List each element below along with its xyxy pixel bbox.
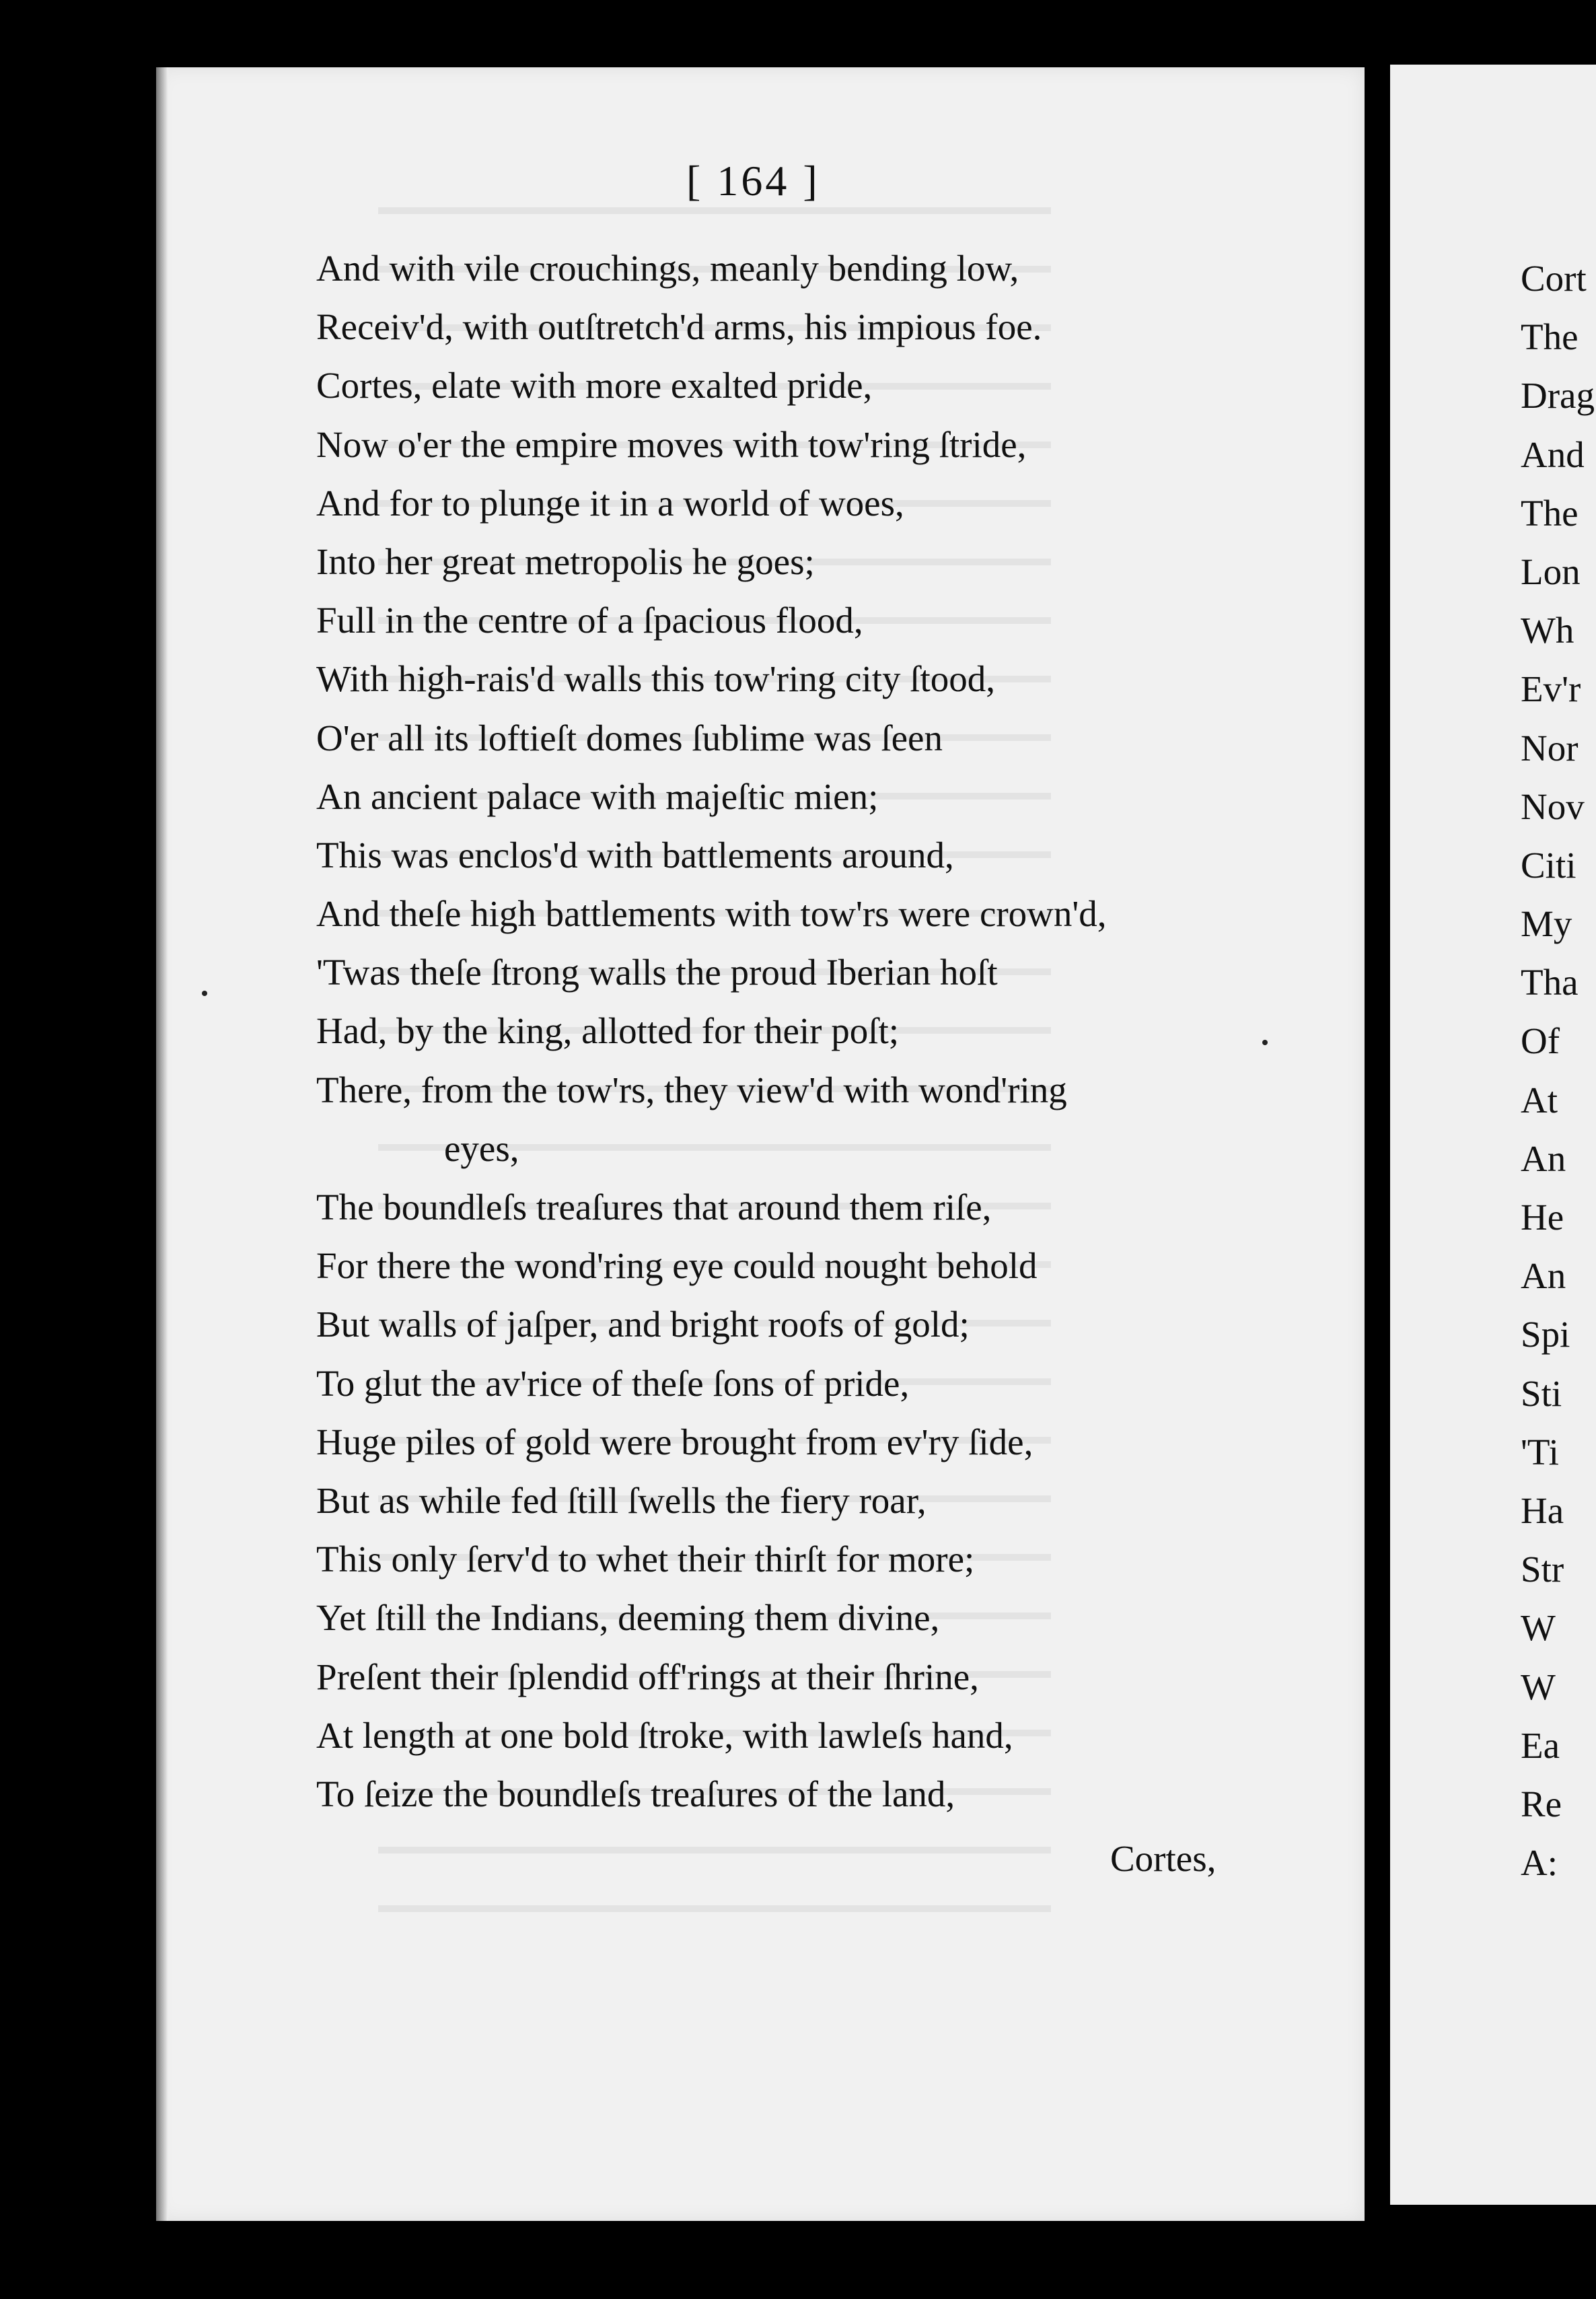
right-page-line: Spi — [1521, 1314, 1570, 1355]
verse-line: Now o'er the empire moves with tow'ring ſtride, — [316, 423, 1027, 465]
right-page-line: Ea — [1521, 1724, 1560, 1766]
right-page-line: Citi — [1521, 844, 1576, 886]
verse-line: For there the wond'ring eye could nought behold — [316, 1245, 1038, 1287]
right-page-line: An — [1521, 1255, 1566, 1297]
right-page-line: My — [1521, 903, 1572, 945]
right-page-line: He — [1521, 1197, 1564, 1238]
verse-line: But walls of jaſper, and bright roofs of gold; — [316, 1304, 970, 1345]
verse-line: Receiv'd, with outſtretch'd arms, his impious foe. — [316, 306, 1042, 348]
verse-line-continuation: eyes, — [444, 1127, 519, 1169]
right-page-line: Re — [1521, 1783, 1562, 1825]
catchword: Cortes, — [1110, 1838, 1217, 1879]
right-page-line: Str — [1521, 1549, 1564, 1590]
right-page-line: Tha — [1521, 962, 1579, 1003]
verse-line: Into her great metropolis he goes; — [316, 540, 815, 582]
verse-line: There, from the tow'rs, they view'd with wond'ring — [316, 1069, 1067, 1110]
verse-line: Cortes, elate with more exalted pride, — [316, 365, 873, 406]
verse-line: This only ſerv'd to whet their thirſt for more; — [316, 1538, 975, 1580]
verse-line: Huge piles of gold were brought from ev'ry ſide, — [316, 1421, 1033, 1462]
verse-line: Yet ſtill the Indians, deeming them divine, — [316, 1597, 940, 1639]
right-page-line: Ev'r — [1521, 668, 1581, 710]
verse-line: To glut the av'rice of theſe ſons of pride, — [316, 1362, 910, 1404]
ink-speck — [202, 991, 207, 996]
verse-line: And for to plunge it in a world of woes, — [316, 482, 904, 524]
verse-line: At length at one bold ſtroke, with lawleſs hand, — [316, 1714, 1013, 1756]
verse-line: An ancient palace with majeſtic mien; — [316, 775, 879, 817]
ink-speck — [1262, 1040, 1268, 1045]
verse-line: With high-rais'd walls this tow'ring city ſtood, — [316, 658, 996, 700]
right-page-line: Ha — [1521, 1489, 1564, 1531]
right-page-line: 'Ti — [1521, 1431, 1559, 1473]
right-page-line: The — [1521, 316, 1579, 358]
verse-line: To ſeize the boundleſs treaſures of the land, — [316, 1773, 955, 1814]
right-page-line: At — [1521, 1079, 1558, 1121]
verse-line: The boundleſs treaſures that around them riſe, — [316, 1187, 992, 1228]
right-page-line: W — [1521, 1666, 1556, 1707]
right-page-text — [1521, 249, 1595, 1892]
verse-line: And theſe high battlements with tow'rs were crown'd, — [316, 893, 1107, 935]
verse-line: Had, by the king, allotted for their poſt; — [316, 1010, 900, 1052]
right-page-line: Nor — [1521, 727, 1579, 769]
verse-line: But as while fed ſtill ſwells the fiery roar, — [316, 1479, 927, 1521]
right-page-line: Cort — [1521, 258, 1587, 299]
right-page-line: W — [1521, 1607, 1556, 1649]
verse-line: This was enclos'd with battlements around, — [316, 834, 954, 876]
verse-line: Full in the centre of a ſpacious flood, — [316, 600, 863, 641]
verse-line: O'er all its loftieſt domes ſublime was ſeen — [316, 717, 943, 758]
right-page-line: An — [1521, 1137, 1566, 1179]
poem-text — [316, 239, 1265, 1823]
right-page-line: Nov — [1521, 785, 1585, 827]
right-page-line: A: — [1521, 1842, 1558, 1884]
verse-line: 'Twas theſe ſtrong walls the proud Iberian hoſt — [316, 952, 998, 993]
right-page-line: Wh — [1521, 610, 1574, 651]
right-page-line: Lon — [1521, 551, 1581, 592]
page-number: [ 164 ] — [686, 157, 820, 205]
verse-line: And with vile crouchings, meanly bending low, — [316, 248, 1019, 289]
right-page-line: The — [1521, 492, 1579, 534]
right-page-line: Drag — [1521, 375, 1595, 417]
right-page-line: Sti — [1521, 1372, 1562, 1414]
verse-line: Preſent their ſplendid off'rings at their ſhrine, — [316, 1656, 979, 1697]
right-page-line: And — [1521, 433, 1585, 475]
right-page-line: Of — [1521, 1020, 1560, 1062]
